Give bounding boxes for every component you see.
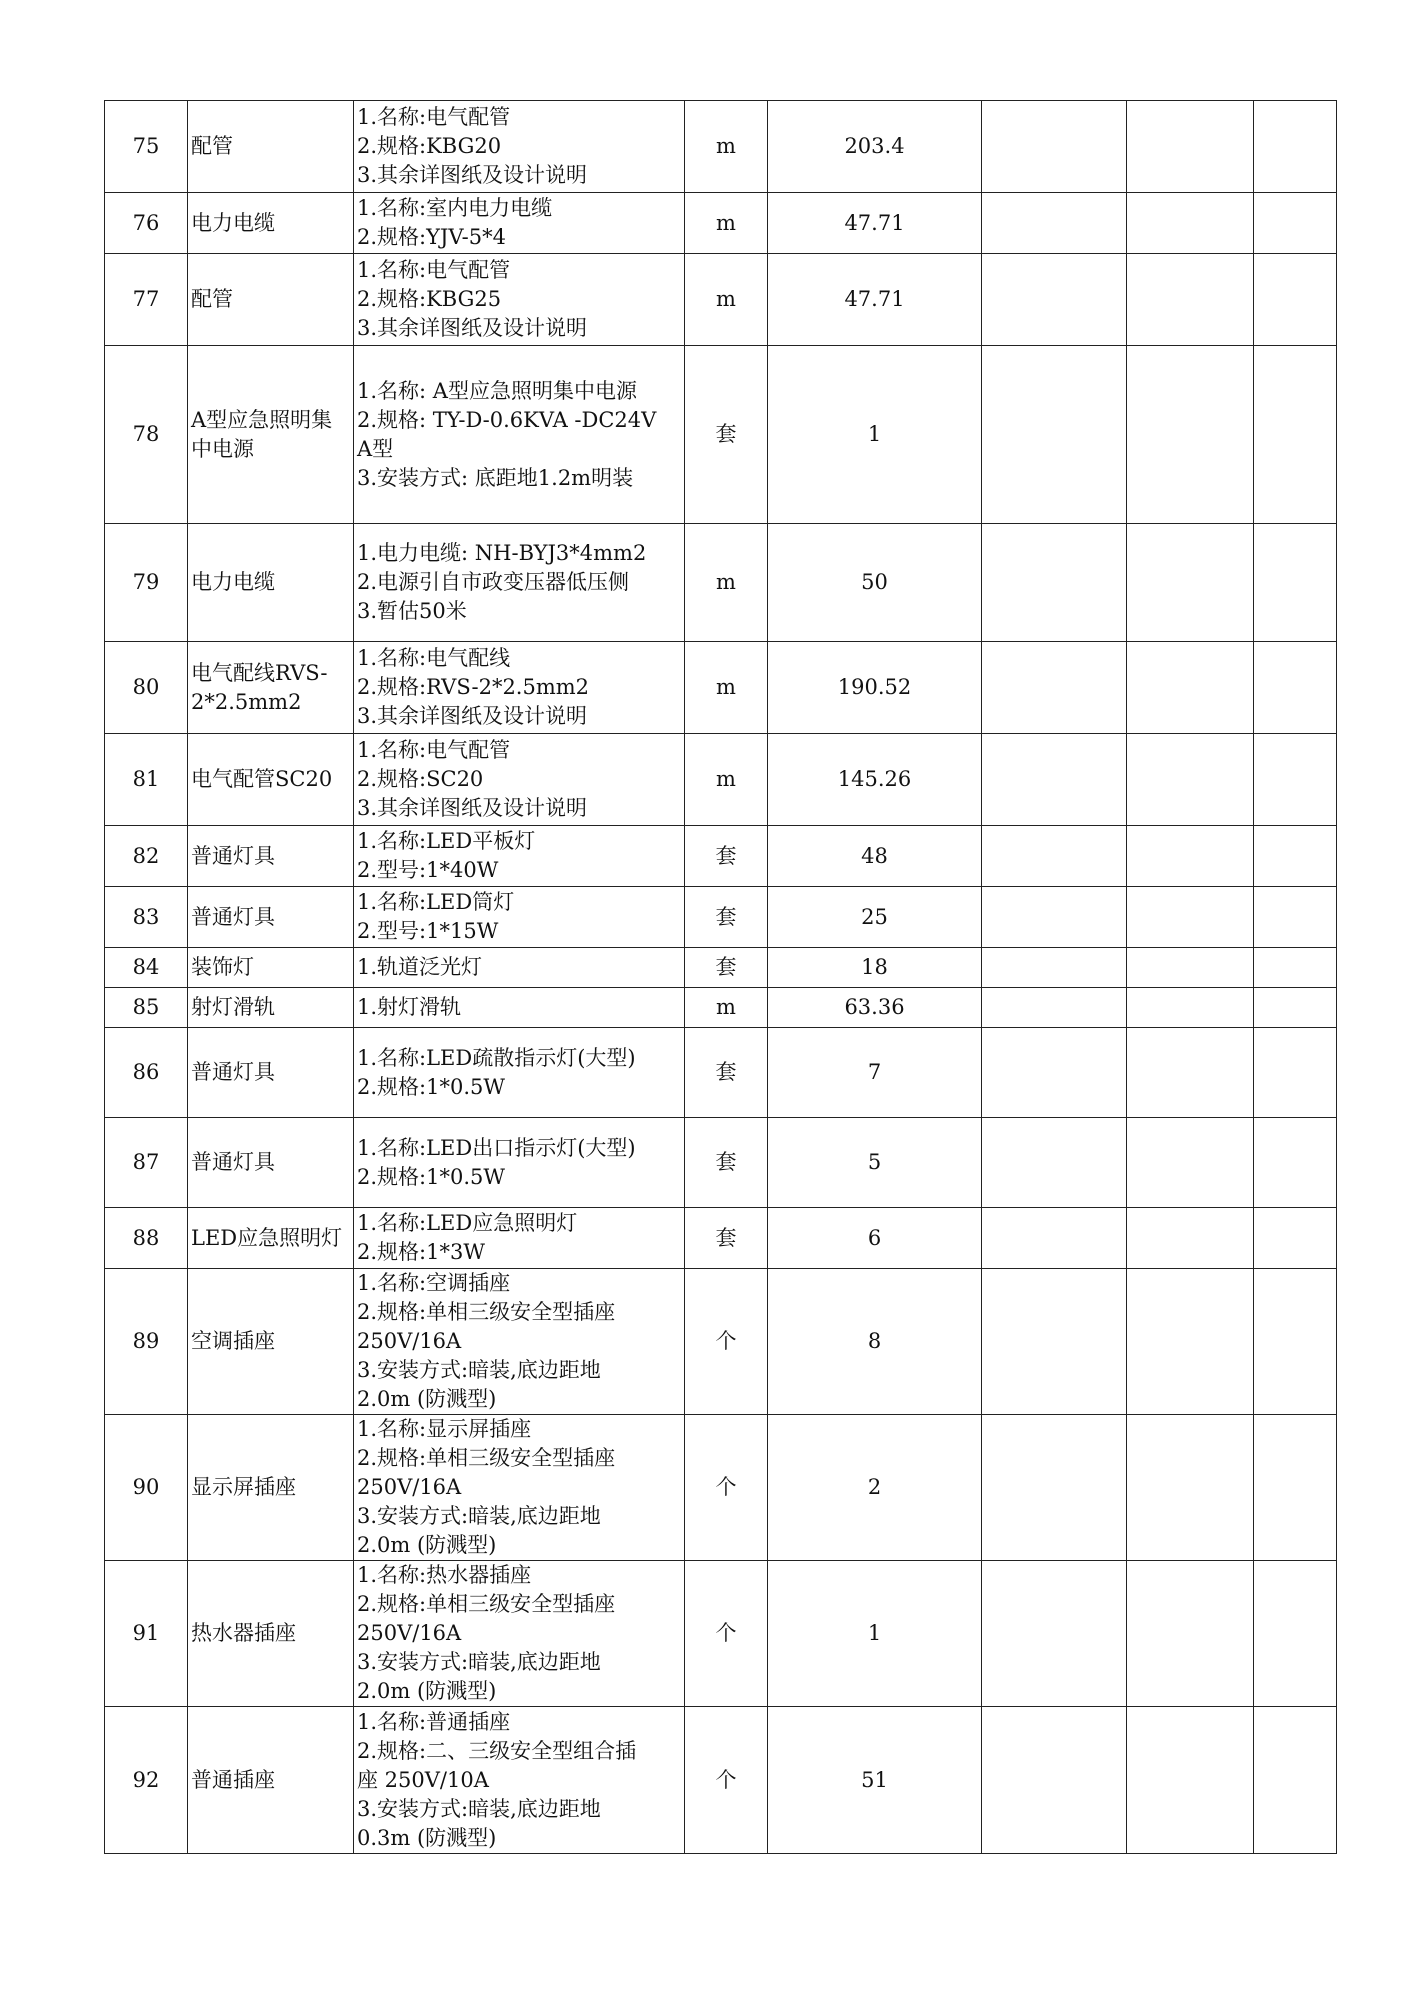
item-number-cell: 87 — [105, 1118, 188, 1208]
remark-cell — [1254, 101, 1337, 193]
remark-cell — [1254, 1707, 1337, 1854]
total-price-cell — [1127, 524, 1254, 642]
table-row — [105, 887, 1337, 948]
item-name-cell: 电力电缆 — [188, 193, 354, 254]
unit-cell: 个 — [685, 1415, 768, 1561]
unit-cell: 套 — [685, 1028, 768, 1118]
unit-price-cell — [982, 524, 1127, 642]
unit-price-cell — [982, 887, 1127, 948]
table-row — [105, 101, 1337, 193]
description-line: 1.名称:电气配管 — [357, 258, 511, 282]
item-name-cell: 普通灯具 — [188, 826, 354, 887]
remark-cell — [1254, 1269, 1337, 1415]
table-row — [105, 1269, 1337, 1415]
item-description-cell — [354, 1561, 685, 1707]
item-number-cell: 92 — [105, 1707, 188, 1854]
total-price-cell — [1127, 948, 1254, 988]
unit-price-cell — [982, 988, 1127, 1028]
item-description-cell — [354, 101, 685, 193]
quantity-cell: 5 — [768, 1118, 982, 1208]
item-description-cell — [354, 1208, 685, 1269]
description-line: 2.0m (防溅型) — [357, 1679, 497, 1703]
unit-price-cell — [982, 826, 1127, 887]
table-row — [105, 948, 1337, 988]
item-number-cell: 78 — [105, 346, 188, 524]
description-line: 1.轨道泛光灯 — [357, 955, 483, 979]
description-line: 1.名称:电气配线 — [357, 646, 511, 670]
description-line: 3.其余详图纸及设计说明 — [357, 796, 588, 820]
description-line: 3.其余详图纸及设计说明 — [357, 163, 588, 187]
item-name-cell: 普通灯具 — [188, 1118, 354, 1208]
description-line: 2.0m (防溅型) — [357, 1387, 497, 1411]
item-name-cell: 装饰灯 — [188, 948, 354, 988]
unit-cell: 套 — [685, 346, 768, 524]
description-line: 3.安装方式:暗装,底边距地 — [357, 1796, 601, 1821]
item-name-cell: LED应急照明灯 — [188, 1208, 354, 1269]
description-line: 1.名称:LED出口指示灯(大型) — [357, 1135, 636, 1160]
item-name-cell: A型应急照明集中电源 — [188, 346, 354, 524]
item-name-cell: 普通灯具 — [188, 1028, 354, 1118]
description-line: 2.规格:1*3W — [357, 1240, 485, 1264]
item-number-cell: 77 — [105, 254, 188, 346]
item-description-cell — [354, 642, 685, 734]
unit-price-cell — [982, 1269, 1127, 1415]
description-line: 1.名称:电气配管 — [357, 105, 511, 129]
item-number-cell: 89 — [105, 1269, 188, 1415]
quantity-cell: 63.36 — [768, 988, 982, 1028]
table-row — [105, 1208, 1337, 1269]
remark-cell — [1254, 826, 1337, 887]
item-name-cell: 空调插座 — [188, 1269, 354, 1415]
item-description-cell — [354, 254, 685, 346]
remark-cell — [1254, 254, 1337, 346]
item-number-cell: 81 — [105, 734, 188, 826]
description-line: 1.名称: A型应急照明集中电源 — [357, 378, 637, 403]
quantity-cell: 25 — [768, 887, 982, 948]
remark-cell — [1254, 948, 1337, 988]
item-number-cell: 86 — [105, 1028, 188, 1118]
description-line: A型 — [357, 436, 394, 461]
unit-cell: m — [685, 101, 768, 193]
item-number-cell: 75 — [105, 101, 188, 193]
unit-price-cell — [982, 1028, 1127, 1118]
description-line: 2.规格:二、三级安全型组合插 — [357, 1738, 637, 1763]
description-line: 3.安装方式:暗装,底边距地 — [357, 1504, 601, 1528]
table-row — [105, 988, 1337, 1028]
item-description-cell — [354, 1269, 685, 1415]
table-row — [105, 193, 1337, 254]
unit-cell: m — [685, 254, 768, 346]
description-line: 2.电源引自市政变压器低压侧 — [357, 570, 630, 594]
remark-cell — [1254, 1028, 1337, 1118]
quantity-cell: 1 — [768, 346, 982, 524]
quantity-cell: 7 — [768, 1028, 982, 1118]
remark-cell — [1254, 642, 1337, 734]
item-description-cell — [354, 524, 685, 642]
item-number-cell: 90 — [105, 1415, 188, 1561]
unit-price-cell — [982, 1118, 1127, 1208]
remark-cell — [1254, 734, 1337, 826]
description-line: 3.其余详图纸及设计说明 — [357, 316, 588, 340]
item-name-cell: 显示屏插座 — [188, 1415, 354, 1561]
item-number-cell: 84 — [105, 948, 188, 988]
quantity-cell: 48 — [768, 826, 982, 887]
total-price-cell — [1127, 642, 1254, 734]
description-line: 1.名称:LED应急照明灯 — [357, 1211, 578, 1235]
unit-cell: 套 — [685, 887, 768, 948]
item-description-cell — [354, 734, 685, 826]
item-number-cell: 85 — [105, 988, 188, 1028]
item-number-cell: 83 — [105, 887, 188, 948]
unit-cell: m — [685, 642, 768, 734]
item-name-cell: 普通灯具 — [188, 887, 354, 948]
total-price-cell — [1127, 887, 1254, 948]
unit-cell: m — [685, 524, 768, 642]
unit-price-cell — [982, 734, 1127, 826]
unit-cell: m — [685, 734, 768, 826]
unit-cell: 套 — [685, 1118, 768, 1208]
description-line: 3.安装方式: 底距地1.2m明装 — [357, 465, 634, 490]
unit-price-cell — [982, 1415, 1127, 1561]
unit-cell: 套 — [685, 948, 768, 988]
description-line: 2.规格:RVS-2*2.5mm2 — [357, 675, 590, 699]
remark-cell — [1254, 1118, 1337, 1208]
table-row — [105, 1028, 1337, 1118]
item-name-cell: 电力电缆 — [188, 524, 354, 642]
unit-cell: 个 — [685, 1269, 768, 1415]
description-line: 2.规格:SC20 — [357, 767, 484, 791]
description-line: 3.安装方式:暗装,底边距地 — [357, 1358, 601, 1382]
description-line: 1.名称:LED疏散指示灯(大型) — [357, 1045, 636, 1070]
quantity-cell: 203.4 — [768, 101, 982, 193]
description-line: 2.规格:单相三级安全型插座 — [357, 1446, 616, 1470]
quantity-cell: 51 — [768, 1707, 982, 1854]
description-line: 250V/16A — [357, 1621, 462, 1645]
item-name-cell: 配管 — [188, 101, 354, 193]
item-description-cell — [354, 1118, 685, 1208]
table-row — [105, 826, 1337, 887]
description-line: 2.规格:KBG20 — [357, 134, 502, 158]
item-description-cell — [354, 1707, 685, 1854]
description-line: 2.规格: TY-D-0.6KVA -DC24V — [357, 407, 657, 432]
item-name-cell: 电气配线RVS-2*2.5mm2 — [188, 642, 354, 734]
unit-cell: m — [685, 193, 768, 254]
item-number-cell: 91 — [105, 1561, 188, 1707]
remark-cell — [1254, 524, 1337, 642]
description-line: 2.规格:1*0.5W — [357, 1164, 505, 1189]
total-price-cell — [1127, 1707, 1254, 1854]
quantity-cell: 6 — [768, 1208, 982, 1269]
unit-price-cell — [982, 254, 1127, 346]
item-description-cell — [354, 948, 685, 988]
description-line: 3.其余详图纸及设计说明 — [357, 704, 588, 728]
description-line: 2.规格:KBG25 — [357, 287, 502, 311]
unit-price-cell — [982, 101, 1127, 193]
unit-cell: 套 — [685, 826, 768, 887]
item-number-cell: 76 — [105, 193, 188, 254]
item-description-cell — [354, 988, 685, 1028]
description-line: 1.射灯滑轨 — [357, 995, 462, 1019]
item-description-cell — [354, 1028, 685, 1118]
item-name-cell: 普通插座 — [188, 1707, 354, 1854]
remark-cell — [1254, 193, 1337, 254]
total-price-cell — [1127, 1561, 1254, 1707]
total-price-cell — [1127, 193, 1254, 254]
item-description-cell — [354, 826, 685, 887]
description-line: 2.型号:1*40W — [357, 858, 499, 882]
bill-of-quantities-table — [104, 100, 1337, 1854]
description-line: 1.名称:热水器插座 — [357, 1563, 532, 1587]
total-price-cell — [1127, 1028, 1254, 1118]
table-row — [105, 1707, 1337, 1854]
remark-cell — [1254, 1208, 1337, 1269]
description-line: 2.规格:单相三级安全型插座 — [357, 1592, 616, 1616]
table-row — [105, 254, 1337, 346]
total-price-cell — [1127, 1415, 1254, 1561]
total-price-cell — [1127, 734, 1254, 826]
description-line: 1.名称:普通插座 — [357, 1709, 511, 1734]
unit-cell: 个 — [685, 1561, 768, 1707]
total-price-cell — [1127, 826, 1254, 887]
unit-cell: 个 — [685, 1707, 768, 1854]
item-number-cell: 79 — [105, 524, 188, 642]
table-row — [105, 642, 1337, 734]
remark-cell — [1254, 988, 1337, 1028]
quantity-cell: 145.26 — [768, 734, 982, 826]
quantity-cell: 18 — [768, 948, 982, 988]
unit-price-cell — [982, 948, 1127, 988]
description-line: 1.名称:LED平板灯 — [357, 829, 536, 853]
table-row — [105, 734, 1337, 826]
item-name-cell: 射灯滑轨 — [188, 988, 354, 1028]
quantity-cell: 47.71 — [768, 193, 982, 254]
unit-price-cell — [982, 193, 1127, 254]
table-row — [105, 1415, 1337, 1561]
unit-price-cell — [982, 1208, 1127, 1269]
total-price-cell — [1127, 101, 1254, 193]
total-price-cell — [1127, 346, 1254, 524]
total-price-cell — [1127, 1269, 1254, 1415]
item-name-cell: 热水器插座 — [188, 1561, 354, 1707]
unit-price-cell — [982, 1707, 1127, 1854]
description-line: 2.0m (防溅型) — [357, 1533, 497, 1557]
item-number-cell: 80 — [105, 642, 188, 734]
quantity-cell: 2 — [768, 1415, 982, 1561]
description-line: 3.安装方式:暗装,底边距地 — [357, 1650, 601, 1674]
remark-cell — [1254, 346, 1337, 524]
quantity-cell: 1 — [768, 1561, 982, 1707]
item-name-cell: 配管 — [188, 254, 354, 346]
item-description-cell — [354, 887, 685, 948]
description-line: 1.电力电缆: NH-BYJ3*4mm2 — [357, 541, 647, 565]
item-number-cell: 82 — [105, 826, 188, 887]
remark-cell — [1254, 1415, 1337, 1561]
description-line: 1.名称:LED筒灯 — [357, 890, 515, 914]
description-line: 1.名称:空调插座 — [357, 1271, 511, 1295]
description-line: 3.暂估50米 — [357, 599, 467, 623]
item-description-cell — [354, 1415, 685, 1561]
unit-price-cell — [982, 1561, 1127, 1707]
description-line: 2.规格:单相三级安全型插座 — [357, 1300, 616, 1324]
unit-cell: 套 — [685, 1208, 768, 1269]
description-line: 1.名称:电气配管 — [357, 738, 511, 762]
quantity-cell: 8 — [768, 1269, 982, 1415]
total-price-cell — [1127, 1208, 1254, 1269]
item-description-cell — [354, 193, 685, 254]
item-name-cell: 电气配管SC20 — [188, 734, 354, 826]
description-line: 1.名称:显示屏插座 — [357, 1417, 532, 1441]
description-line: 1.名称:室内电力电缆 — [357, 196, 553, 220]
description-line: 0.3m (防溅型) — [357, 1825, 497, 1850]
table-row — [105, 1118, 1337, 1208]
table-row — [105, 1561, 1337, 1707]
total-price-cell — [1127, 988, 1254, 1028]
description-line: 2.规格:1*0.5W — [357, 1074, 505, 1099]
unit-price-cell — [982, 346, 1127, 524]
total-price-cell — [1127, 1118, 1254, 1208]
remark-cell — [1254, 1561, 1337, 1707]
quantity-cell: 190.52 — [768, 642, 982, 734]
unit-price-cell — [982, 642, 1127, 734]
description-line: 250V/16A — [357, 1475, 462, 1499]
description-line: 座 250V/10A — [357, 1767, 489, 1792]
item-number-cell: 88 — [105, 1208, 188, 1269]
remark-cell — [1254, 887, 1337, 948]
quantity-cell: 47.71 — [768, 254, 982, 346]
table-row — [105, 346, 1337, 524]
description-line: 2.型号:1*15W — [357, 919, 499, 943]
item-description-cell — [354, 346, 685, 524]
table-row — [105, 524, 1337, 642]
description-line: 2.规格:YJV-5*4 — [357, 225, 506, 249]
total-price-cell — [1127, 254, 1254, 346]
unit-cell: m — [685, 988, 768, 1028]
description-line: 250V/16A — [357, 1329, 462, 1353]
quantity-cell: 50 — [768, 524, 982, 642]
